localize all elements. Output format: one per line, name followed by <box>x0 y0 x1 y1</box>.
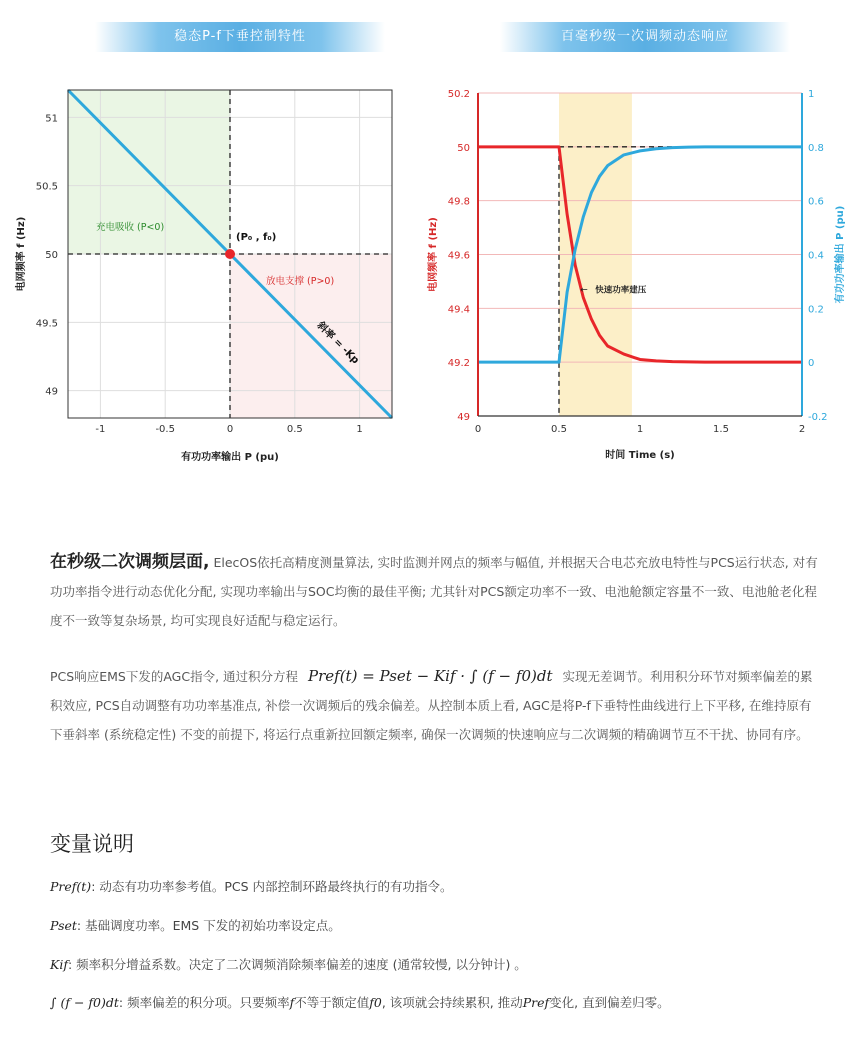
paragraph-agc-before: PCS响应EMS下发的AGC指令, 通过积分方程 <box>50 669 299 684</box>
paragraph-agc <box>50 662 822 749</box>
paragraph-lead: 在秒级二次调频层面, <box>50 552 210 572</box>
y-tick-label: 49.8 <box>447 196 470 208</box>
y-tick-label: 49 <box>457 412 470 423</box>
operating-point-label: (P₀ , f₀) <box>236 232 277 243</box>
variable-symbol: ∫ (f − f0)dt <box>50 995 119 1010</box>
y-tick-label: 51 <box>45 113 58 125</box>
variable-desc: 不等于额定值 <box>294 995 370 1010</box>
y-tick-label: 50.2 <box>447 89 470 100</box>
variable-desc: : 动态有功功率参考值。PCS 内部控制环路最终执行的有功指令。 <box>91 879 453 894</box>
y-tick-label: 49.2 <box>447 358 470 370</box>
variable-item <box>50 916 341 934</box>
variable-desc: 变化, 直到偏差归零。 <box>549 995 670 1010</box>
x-tick-label: 0 <box>474 424 482 435</box>
charge-label: 充电吸收 (P<0) <box>96 222 165 233</box>
y2-tick-label: 0.8 <box>808 142 824 154</box>
y2-tick-label: 0.2 <box>808 304 824 316</box>
y-tick-label: 49.4 <box>447 304 470 316</box>
y-tick-label: 50.5 <box>35 181 58 193</box>
x-tick-label: 1 <box>636 424 644 435</box>
variable-desc: : 频率积分增益系数。决定了二次调频消除频率偏差的速度 (通常较慢, 以分钟计) 。 <box>67 957 527 972</box>
x-axis-label: 时间 Time (s) <box>605 450 675 461</box>
y2-tick-label: 1 <box>808 89 815 100</box>
y-axis-label: 电网频率 f (Hz) <box>16 216 27 292</box>
variable-desc: : 基础调度功率。EMS 下发的初始功率设定点。 <box>76 918 341 933</box>
paragraph-body: ElecOS依托高精度测量算法, 实时监测并网点的频率与幅值, 并根据天合电芯充放电特性与PCS运行状态, 对有功功率指令进行动态优化分配, 实现功率输出与SOC均衡的最佳平衡; 尤其针对PCS额定功率不一致、电池舱额定容量不一致、电池舱老化程度不一致等复杂场景, 均可实现良好适配与稳定运行。 <box>50 555 818 628</box>
y-tick-label: 50 <box>45 250 58 261</box>
variable-desc: , 该项就会持续累积, 推动 <box>381 995 523 1010</box>
slope-label: 斜率 = -Kp <box>314 320 361 367</box>
x-tick-label: -1 <box>95 424 106 435</box>
y2-tick-label: 0.6 <box>808 196 824 208</box>
chart-title-banner-left: 稳态P-f下垂控制特性 <box>95 22 385 52</box>
y-tick-label: 49.6 <box>447 250 470 262</box>
chart-title-banner-right: 百毫秒级一次调频动态响应 <box>500 22 790 52</box>
variable-item <box>50 955 527 973</box>
dynamic-response-chart <box>0 0 850 470</box>
annotation-arrow: ← <box>580 285 588 296</box>
variable-symbol: Pref(t) <box>50 879 92 894</box>
x-tick-label: 0.5 <box>551 424 567 435</box>
x-axis-label: 有功功率输出 P (pu) <box>181 452 279 463</box>
x-tick-label: 2 <box>798 424 806 435</box>
y-axis-label: 电网频率 f (Hz) <box>428 217 439 292</box>
y2-tick-label: -0.2 <box>808 412 828 423</box>
x-tick-label: 0 <box>226 424 234 435</box>
annotation-label: 快速功率建压 <box>595 285 647 296</box>
x-tick-label: 1.5 <box>713 424 729 435</box>
y-tick-label: 49 <box>45 386 58 398</box>
y-tick-label: 50 <box>457 142 470 154</box>
x-tick-label: 0.5 <box>286 424 303 435</box>
variables-heading: 变量说明 <box>50 832 134 856</box>
y2-tick-label: 0.4 <box>808 250 824 262</box>
variable-inline-symbol: f <box>289 995 295 1010</box>
y2-axis-label: 有功功率输出 P (pu) <box>835 205 846 304</box>
paragraph-agc-after: 实现无差调节。利用积分环节对频率偏差的累积效应, PCS自动调整有功功率基准点, 补偿一次调频后的残余偏差。从控制本质上看, AGC是将P-f下垂特性曲线进行上下平移, 在维持原有下垂斜率 (系统稳定性) 不变的前提下, 将运行点重新拉回额定频率, 确保一次调频的快速响应与二次调频的精确调节互不干扰、协同有序。 <box>50 669 813 742</box>
variable-item <box>50 877 453 895</box>
x-tick-label: 1 <box>356 424 363 435</box>
y-tick-label: 49.5 <box>35 318 58 330</box>
variable-symbol: Kif <box>50 957 68 972</box>
discharge-label: 放电支撑 (P>0) <box>266 276 335 287</box>
variable-item <box>50 993 670 1011</box>
variable-inline-symbol: f0 <box>369 995 382 1010</box>
paragraph-secondary-regulation <box>50 548 822 635</box>
y2-tick-label: 0 <box>808 358 815 370</box>
integral-formula: Pref(t) = Pset − Kif · ∫ (f − f0)dt <box>308 667 553 685</box>
variable-desc: : 频率偏差的积分项。只要频率 <box>118 995 290 1010</box>
x-tick-label: -0.5 <box>155 424 175 435</box>
variable-inline-symbol: Pref <box>522 995 550 1010</box>
variable-symbol: Pset <box>50 918 77 933</box>
